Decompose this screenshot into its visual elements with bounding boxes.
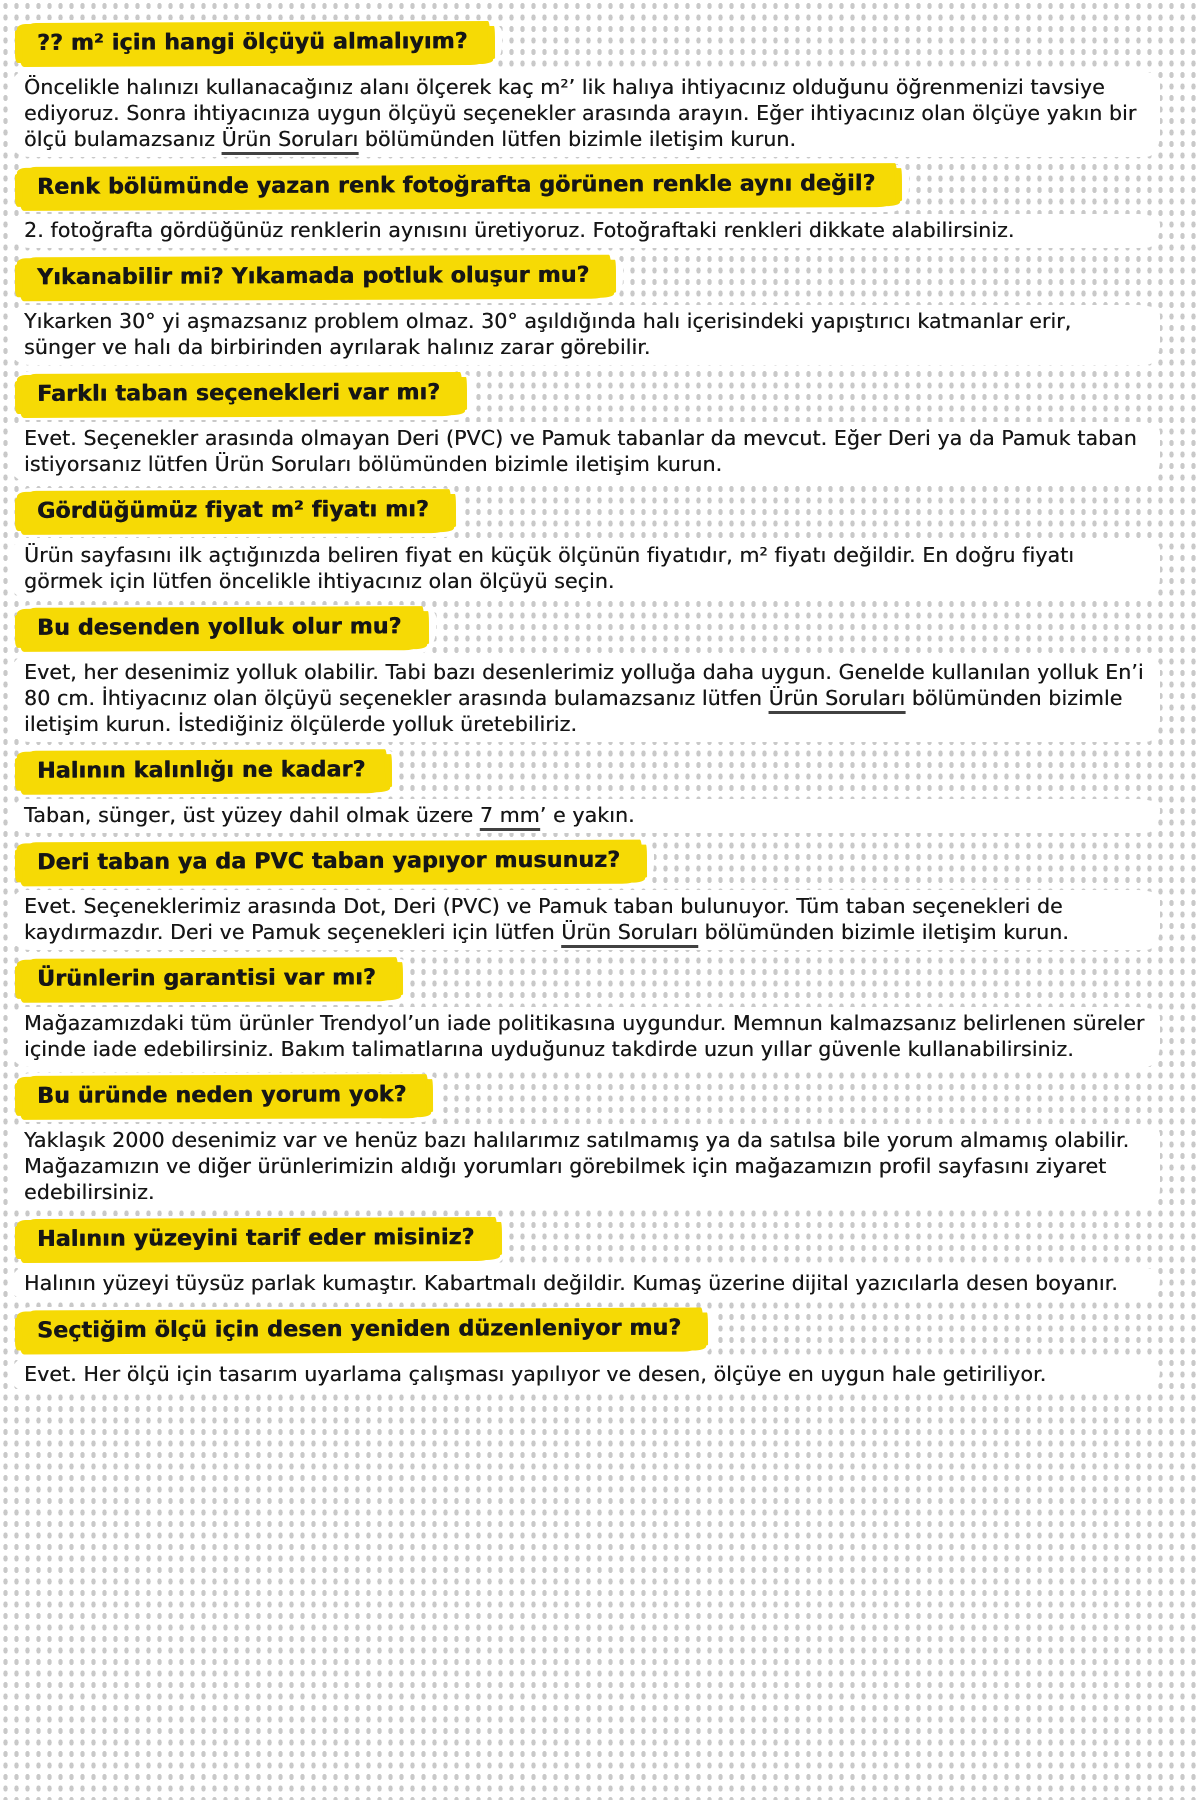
faq-answer <box>12 799 1160 833</box>
faq-question <box>16 956 410 1005</box>
underlined-term: Ürün Soruları <box>768 686 906 710</box>
answer-text: bölümünden bizimle iletişim kurun. <box>697 920 1069 944</box>
faq-answer <box>12 1358 1160 1392</box>
faq-item <box>22 254 1176 365</box>
faq-question <box>16 20 502 69</box>
faq-item <box>22 1073 1176 1210</box>
answer-text: Ürün sayfasını ilk açtığınızda beliren fiyat en küçük ölçünün fiyatıdır, m² fiyatı değildir. En doğru fiyatı görmek için lütfen öncelikle ihtiyacınız olan ölçüyü seçin. <box>24 543 1081 593</box>
faq-answer <box>12 1124 1160 1210</box>
answer-text: Evet. Seçenekler arasında olmayan Deri (PVC) ve Pamuk tabanlar da mevcut. Eğer Deri ya da Pamuk taban istiyorsanız lütfen Ürün Soruları bölümünden bizimle iletişim kurun. <box>24 426 1144 476</box>
faq-item <box>22 371 1176 482</box>
faq-question <box>16 748 399 797</box>
question-highlight: ?? m² için hangi ölçüyü almalıyım? <box>22 23 488 65</box>
answer-text: 2. fotoğrafta gördüğünüz renklerin aynısını üretiyoruz. Fotoğraftaki renkleri dikkate alabilirsiniz. <box>24 218 1015 242</box>
faq-answer <box>12 656 1160 742</box>
faq-question <box>16 371 474 420</box>
faq-item <box>22 748 1176 833</box>
faq-question <box>16 1216 509 1265</box>
faq-question <box>16 605 436 654</box>
faq-answer <box>12 71 1160 157</box>
faq-item <box>22 1307 1176 1392</box>
answer-text: Yıkarken 30° yi aşmazsanız problem olmaz. 30° aşıldığında halı içerisindeki yapıştırıcı katmanlar erir, sünger ve halı da birbirinden ayrılarak halınız zarar görebilir. <box>24 309 1078 359</box>
faq-answer <box>12 305 1160 365</box>
question-highlight: Halının kalınlığı ne kadar? <box>22 751 386 793</box>
faq-answer <box>12 890 1160 950</box>
faq-item <box>22 605 1176 742</box>
question-highlight: Bu desenden yolluk olur mu? <box>22 608 422 650</box>
faq-item <box>22 839 1176 950</box>
faq-question <box>16 488 463 537</box>
question-highlight: Gördüğümüz fiyat m² fiyatı mı? <box>22 491 449 533</box>
question-highlight: Seçtiğim ölçü için desen yeniden düzenleniyor mu? <box>22 1310 701 1353</box>
answer-text: Evet, her desenimiz yolluk olabilir. Tabi bazı desenlerimiz yolluğa daha uygun. Genelde kullanılan yolluk En’i 80 cm. İhtiyacınız olan ölçüyü seçenekler arasında bulamazsanız lütfen <box>24 660 1151 710</box>
answer-text: Halının yüzeyi tüysüz parlak kumaştır. Kabartmalı değildir. Kumaş üzerine dijital yazıcılarla desen boyanır. <box>24 1271 1118 1295</box>
question-highlight: Farklı taban seçenekleri var mı? <box>22 374 460 416</box>
faq-answer <box>12 1007 1160 1067</box>
faq-answer <box>12 422 1160 482</box>
answer-text: Öncelikle halınızı kullanacağınız alanı ölçerek kaç m²’ lik halıya ihtiyacınız olduğunu öğrenmenizi tavsiye ediyoruz. Sonra ihtiyacınıza uygun ölçüyü seçenekler arasında arayın. Eğer ihtiyacınız olan ölçüye yakın bir ölçü bulamazsanız <box>24 75 1143 151</box>
faq-item <box>22 20 1176 157</box>
faq-item <box>22 488 1176 599</box>
answer-text: ’ e yakın. <box>539 803 635 827</box>
answer-text: Yaklaşık 2000 desenimiz var ve henüz bazı halılarımız satılmamış ya da satılsa bile yorum almamış olabilir. Mağazamızın ve diğer ürünlerimizin aldığı yorumları görebilmek için mağazamızın profil sayfasını ziyaret edebilirsiniz. <box>24 1128 1136 1204</box>
faq-item <box>22 163 1176 248</box>
answer-text: Evet. Her ölçü için tasarım uyarlama çalışması yapılıyor ve desen, ölçüye en uygun hale getiriliyor. <box>24 1362 1047 1386</box>
faq-item <box>22 1216 1176 1301</box>
faq-answer <box>12 1267 1160 1301</box>
faq-answer <box>12 539 1160 599</box>
faq-question <box>16 254 623 303</box>
underlined-term: Ürün Soruları <box>561 920 698 944</box>
faq-question <box>16 163 909 212</box>
answer-text: bölümünden bizimle iletişim kurun. İstediğiniz ölçülerde yolluk üretebiliriz. <box>24 686 1129 736</box>
question-highlight: Bu üründe neden yorum yok? <box>22 1076 427 1118</box>
answer-text: Mağazamızdaki tüm ürünler Trendyol’un iade politikasına uygundur. Memnun kalmazsanız belirlenen süreler içinde iade edebilirsiniz. Bakım talimatlarına uyduğunuz takdirde uzun yıllar güvenle kullanabilirsiniz. <box>24 1011 1152 1061</box>
answer-text: Evet. Seçeneklerimiz arasında Dot, Deri (PVC) ve Pamuk taban bulunuyor. Tüm taban seçenekleri de kaydırmazdır. Deri ve Pamuk seçenekleri için lütfen <box>24 894 1070 944</box>
question-highlight: Yıkanabilir mi? Yıkamada potluk oluşur mu? <box>22 257 610 300</box>
answer-text: bölümünden lütfen bizimle iletişim kurun. <box>358 127 797 151</box>
faq-question <box>16 1307 715 1356</box>
question-highlight: Deri taban ya da PVC taban yapıyor musunuz? <box>22 842 640 885</box>
question-highlight: Halının yüzeyini tarif eder misiniz? <box>22 1219 495 1261</box>
underlined-term: 7 mm <box>479 803 540 827</box>
question-highlight: Ürünlerin garantisi var mı? <box>22 959 396 1001</box>
faq-item <box>22 956 1176 1067</box>
answer-text: Taban, sünger, üst yüzey dahil olmak üzere <box>24 803 480 827</box>
faq-question <box>16 839 654 888</box>
question-highlight: Renk bölümünde yazan renk fotoğrafta görünen renkle aynı değil? <box>22 165 896 209</box>
faq-answer <box>12 214 1160 248</box>
underlined-term: Ürün Soruları <box>221 127 359 151</box>
faq-question <box>16 1073 440 1122</box>
